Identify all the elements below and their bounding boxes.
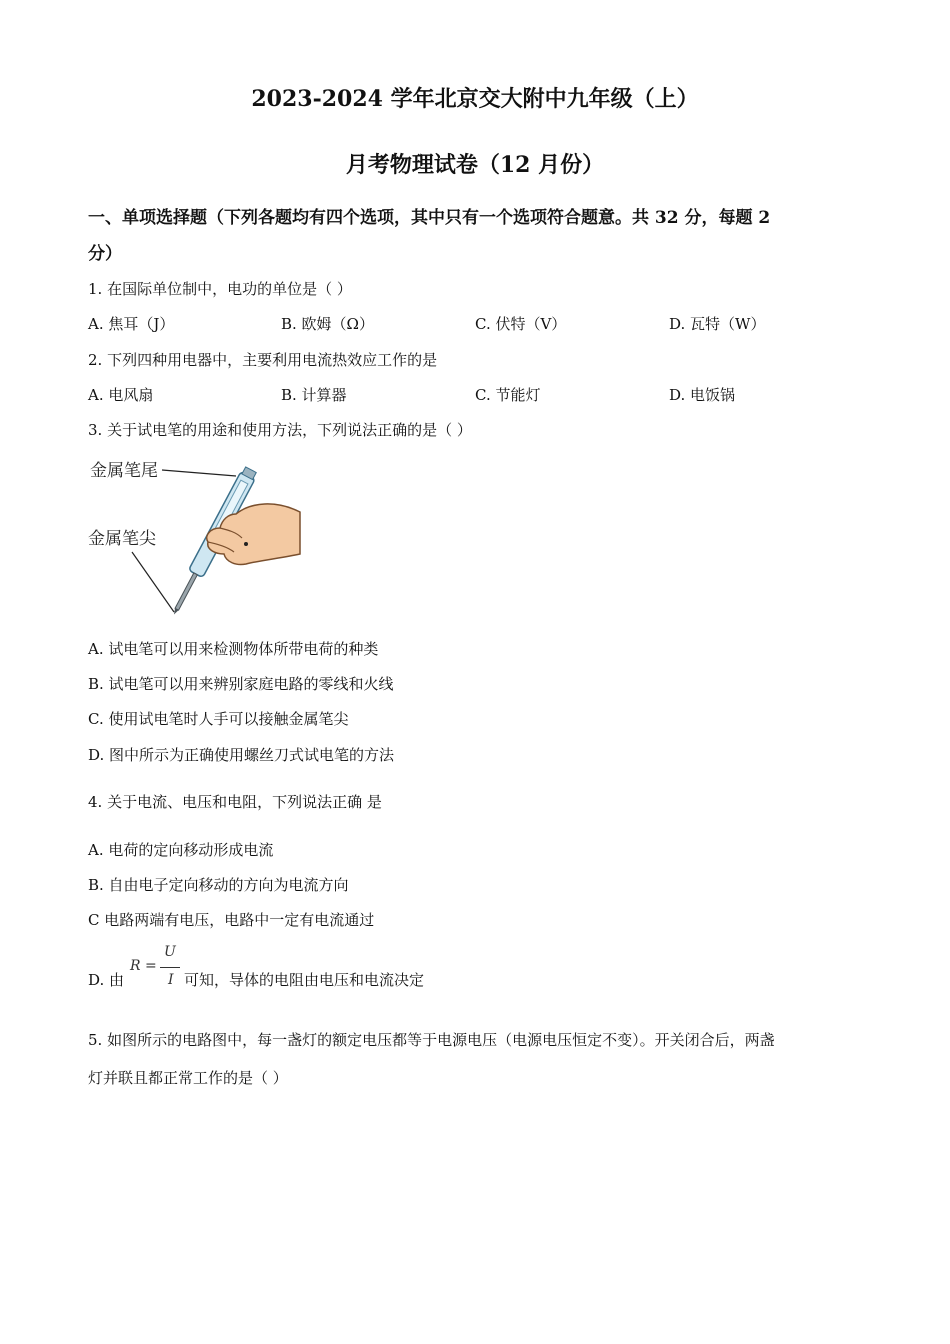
question-2-stem: 2. 下列四种用电器中，主要利用电流热效应工作的是 bbox=[88, 351, 438, 369]
question-4-option-b: B. 自由电子定向移动的方向为电流方向 bbox=[88, 876, 349, 894]
resistance-formula bbox=[128, 944, 184, 994]
formula-fraction-bar bbox=[160, 967, 180, 968]
question-2-option-b: B. 计算器 bbox=[281, 386, 347, 404]
question-5-stem-line1: 5. 如图所示的电路图中，每一盏灯的额定电压都等于电源电压（电源电压恒定不变）。开关闭合后，两盏 bbox=[88, 1031, 775, 1049]
question-1-option-d: D. 瓦特（W） bbox=[669, 315, 766, 333]
section-heading-line2: 分） bbox=[88, 244, 122, 264]
question-4-option-d-prefix: D. 由 bbox=[88, 971, 125, 989]
question-2-option-d: D. 电饭锅 bbox=[669, 386, 736, 404]
question-1-option-b: B. 欧姆（Ω） bbox=[281, 315, 374, 333]
question-1-option-c: C. 伏特（V） bbox=[475, 315, 567, 333]
question-4-option-c: C 电路两端有电压，电路中一定有电流通过 bbox=[88, 911, 375, 929]
question-1-stem: 1. 在国际单位制中，电功的单位是（ ） bbox=[88, 280, 352, 298]
question-5-stem-line2: 灯并联且都正常工作的是（ ） bbox=[88, 1069, 288, 1087]
question-4-option-a: A. 电荷的定向移动形成电流 bbox=[88, 841, 274, 859]
figure-label-metal-tail: 金属笔尾 bbox=[90, 461, 158, 481]
formula-lhs: R = bbox=[130, 958, 157, 974]
figure-label-metal-tip: 金属笔尖 bbox=[88, 529, 156, 549]
question-3-stem: 3. 关于试电笔的用途和使用方法，下列说法正确的是（ ） bbox=[88, 421, 472, 439]
question-3-option-c: C. 使用试电笔时人手可以接触金属笔尖 bbox=[88, 710, 349, 728]
section-heading-line1: 一、单项选择题（下列各题均有四个选项，其中只有一个选项符合题意。共 32 分，每题 2 bbox=[88, 208, 771, 228]
formula-numerator: U bbox=[164, 944, 176, 960]
question-4-option-d-suffix: 可知，导体的电阻由电压和电流决定 bbox=[184, 971, 425, 989]
question-1-option-a: A. 焦耳（J） bbox=[88, 315, 175, 333]
question-2-option-a: A. 电风扇 bbox=[88, 386, 154, 404]
page-title-line1: 2023-2024 学年北京交大附中九年级（上） bbox=[251, 86, 699, 112]
question-2-option-c: C. 节能灯 bbox=[475, 386, 541, 404]
question-4-stem: 4. 关于电流、电压和电阻，下列说法正确 是 bbox=[88, 793, 382, 811]
page-title-line2: 月考物理试卷（12 月份） bbox=[345, 152, 605, 178]
formula-denominator: I bbox=[168, 972, 174, 988]
question-3-option-b: B. 试电笔可以用来辨别家庭电路的零线和火线 bbox=[88, 675, 394, 693]
question-3-option-d: D. 图中所示为正确使用螺丝刀式试电笔的方法 bbox=[88, 746, 395, 764]
question-3-option-a: A. 试电笔可以用来检测物体所带电荷的种类 bbox=[88, 640, 379, 658]
test-pen-figure bbox=[86, 454, 316, 624]
